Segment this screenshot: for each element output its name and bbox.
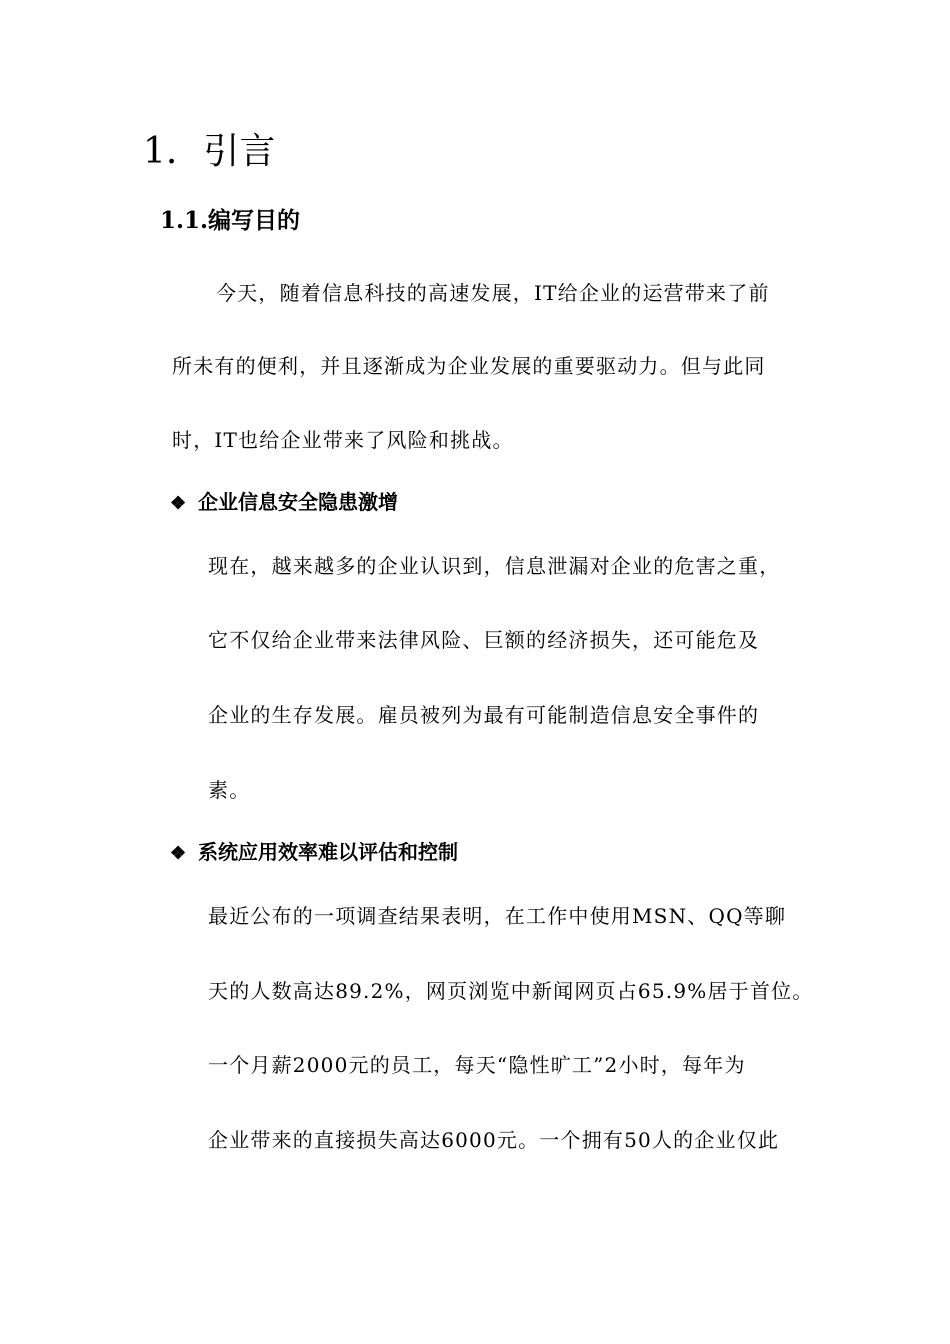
bullet-heading-text: 系统应用效率难以评估和控制 xyxy=(198,840,458,864)
paragraph-line: 企业带来的直接损失高达6000元。一个拥有50人的企业仅此 xyxy=(208,1128,780,1152)
paragraph-line: 一个月薪2000元的员工，每天“隐性旷工”2小时，每年为 xyxy=(208,1053,746,1077)
diamond-bullet-icon: ❖ xyxy=(170,493,187,514)
intro-line: 时，IT也给企业带来了风险和挑战。 xyxy=(172,428,514,452)
intro-line: 今天，随着信息科技的高速发展，IT给企业的运营带来了前 xyxy=(216,281,770,305)
paragraph-line: 最近公布的一项调查结果表明，在工作中使用MSN、QQ等聊 xyxy=(208,904,787,928)
paragraph-line: 天的人数高达89.2%，网页浏览中新闻网页占65.9%居于首位。 xyxy=(208,979,814,1003)
paragraph-line: 素。 xyxy=(208,778,251,802)
heading-1-number: 1. xyxy=(143,131,178,172)
section-heading-1 xyxy=(143,128,275,176)
paragraph-line: 企业的生存发展。雇员被列为最有可能制造信息安全事件的 xyxy=(208,703,760,727)
section-heading-1-1: 1.1.编写目的 xyxy=(160,207,301,234)
bullet-heading-text: 企业信息安全隐患激增 xyxy=(198,490,398,514)
paragraph-line: 它不仅给企业带来法律风险、巨额的经济损失，还可能危及 xyxy=(208,628,760,652)
bullet-heading xyxy=(170,487,398,519)
paragraph-line: 现在，越来越多的企业认识到，信息泄漏对企业的危害之重， xyxy=(208,554,781,578)
intro-line: 所未有的便利，并且逐渐成为企业发展的重要驱动力。但与此同 xyxy=(172,354,766,378)
bullet-heading xyxy=(170,837,458,869)
heading-1-title: 引言 xyxy=(203,131,276,172)
diamond-bullet-icon: ❖ xyxy=(170,843,187,864)
